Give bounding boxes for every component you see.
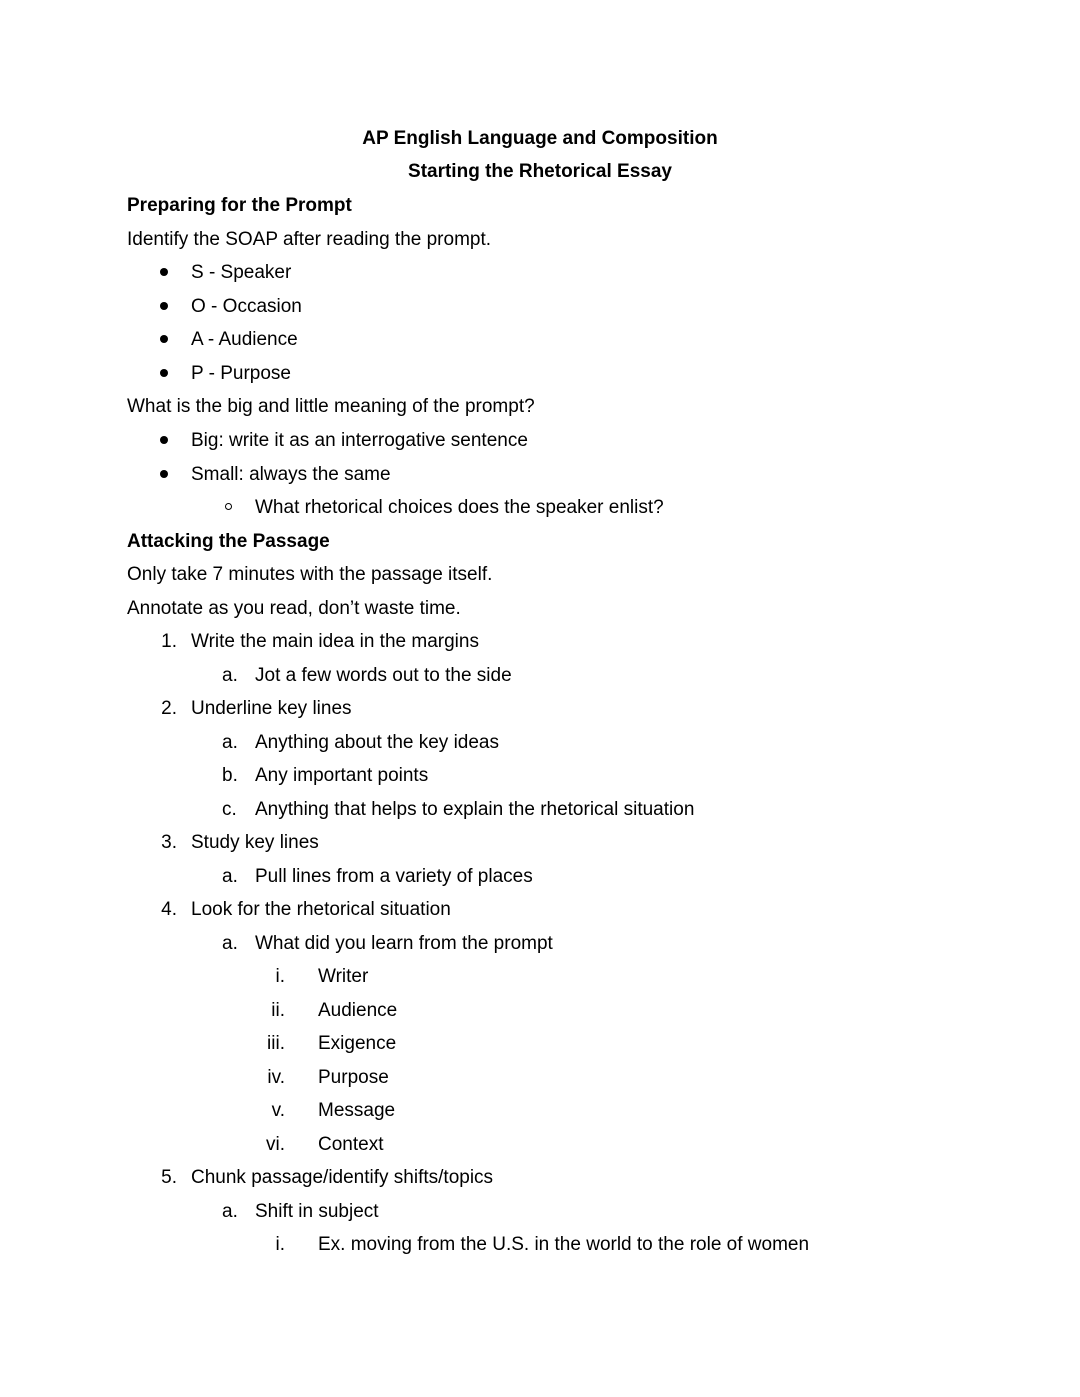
list-item: Write the main idea in the margins [191, 631, 479, 652]
list-item: Any important points [255, 765, 429, 786]
list-item: S - Speaker [191, 262, 292, 283]
list-item: What rhetorical choices does the speaker enlist? [255, 497, 664, 518]
bullet-icon [160, 470, 168, 478]
bullet-icon [160, 335, 168, 343]
bullet-icon [160, 369, 168, 377]
list-item: Shift in subject [255, 1201, 379, 1222]
list-roman: i. [275, 966, 285, 987]
list-letter: a. [222, 866, 238, 887]
list-item: Underline key lines [191, 698, 352, 719]
list-item: Jot a few words out to the side [255, 665, 512, 686]
list-number: 4. [161, 899, 177, 920]
passage-note-time: Only take 7 minutes with the passage itself. [127, 564, 493, 585]
list-item: Ex. moving from the U.S. in the world to the role of women [318, 1234, 810, 1255]
list-roman: ii. [271, 1000, 285, 1021]
meaning-question: What is the big and little meaning of the prompt? [127, 396, 535, 417]
list-item: A - Audience [191, 329, 298, 350]
list-item: Purpose [318, 1067, 389, 1088]
list-item: Anything about the key ideas [255, 732, 500, 753]
list-item: Small: always the same [191, 464, 391, 485]
list-roman: vi. [266, 1134, 285, 1155]
list-item: Anything that helps to explain the rhetorical situation [255, 799, 695, 820]
list-item: P - Purpose [191, 363, 291, 384]
list-roman: v. [271, 1100, 285, 1121]
list-number: 3. [161, 832, 177, 853]
list-number: 5. [161, 1167, 177, 1188]
section-heading-passage: Attacking the Passage [127, 531, 330, 552]
passage-note-annotate: Annotate as you read, don’t waste time. [127, 598, 461, 619]
list-roman: iii. [267, 1033, 285, 1054]
list-letter: a. [222, 933, 238, 954]
section-heading-prompt: Preparing for the Prompt [127, 195, 352, 216]
list-roman: i. [275, 1234, 285, 1255]
list-number: 2. [161, 698, 177, 719]
document-subtitle: Starting the Rhetorical Essay [408, 161, 672, 182]
list-letter: c. [222, 799, 237, 820]
hollow-bullet-icon [225, 503, 232, 510]
list-item: Message [318, 1100, 396, 1121]
list-letter: a. [222, 1201, 238, 1222]
list-roman: iv. [267, 1067, 285, 1088]
list-letter: a. [222, 665, 238, 686]
list-item: Writer [318, 966, 369, 987]
list-item: O - Occasion [191, 296, 302, 317]
list-item: Pull lines from a variety of places [255, 866, 533, 887]
list-item: What did you learn from the prompt [255, 933, 553, 954]
list-letter: b. [222, 765, 238, 786]
list-item: Context [318, 1134, 384, 1155]
bullet-icon [160, 436, 168, 444]
list-letter: a. [222, 732, 238, 753]
bullet-icon [160, 302, 168, 310]
bullet-icon [160, 268, 168, 276]
document-title: AP English Language and Composition [362, 128, 718, 149]
list-item: Audience [318, 1000, 398, 1021]
soap-intro: Identify the SOAP after reading the prompt. [127, 229, 492, 250]
list-item: Exigence [318, 1033, 397, 1054]
list-item: Chunk passage/identify shifts/topics [191, 1167, 494, 1188]
list-item: Big: write it as an interrogative sentence [191, 430, 528, 451]
list-number: 1. [161, 631, 177, 652]
list-item: Look for the rhetorical situation [191, 899, 451, 920]
list-item: Study key lines [191, 832, 319, 853]
